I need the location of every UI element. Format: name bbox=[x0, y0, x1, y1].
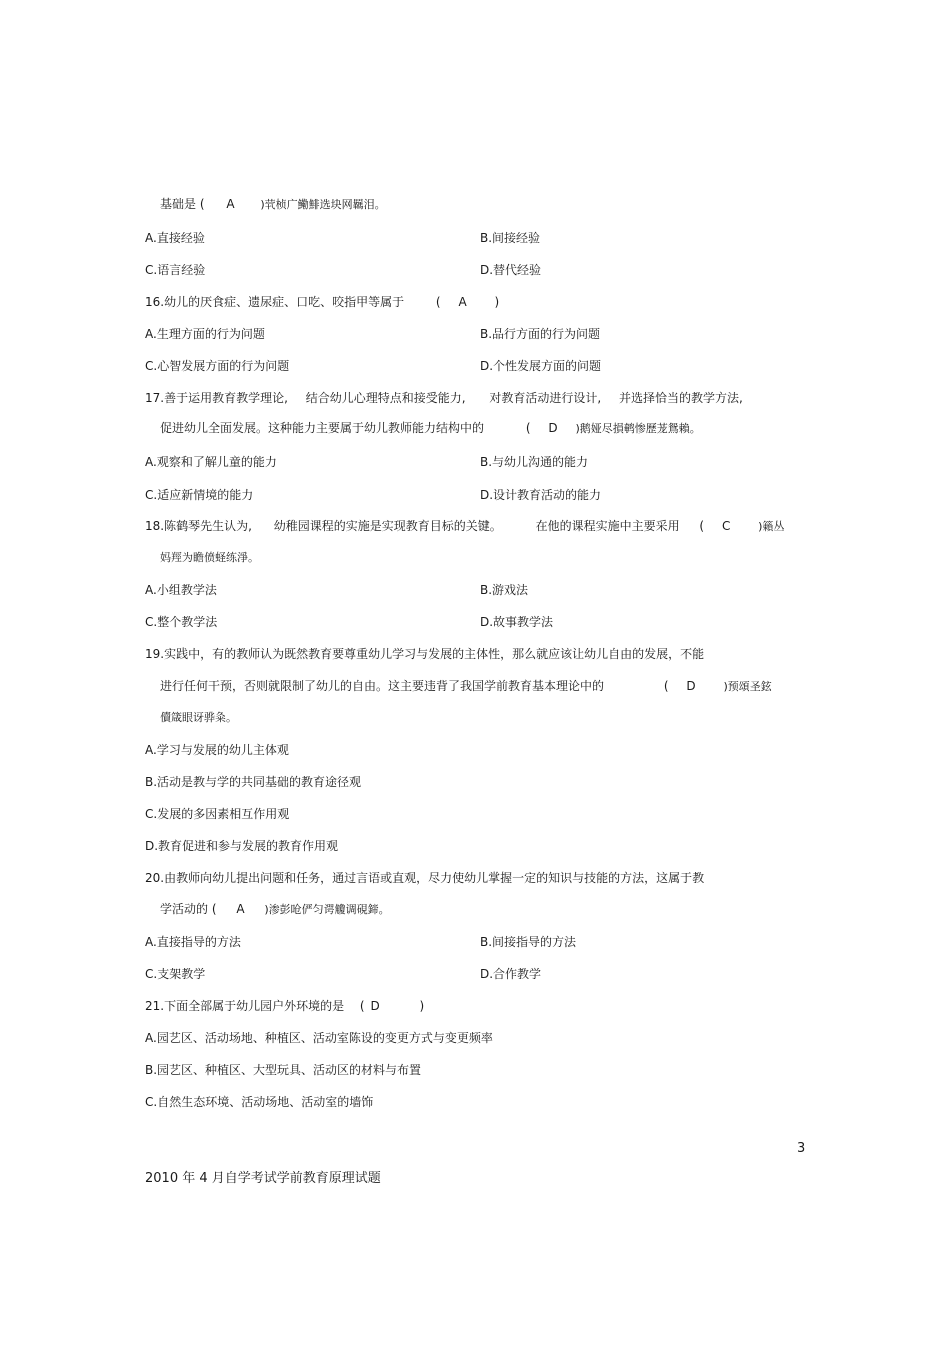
q15-option-b: B.间接经验 bbox=[480, 231, 541, 245]
q15-option-c: C.语言经验 bbox=[145, 263, 206, 277]
q20-answer: A bbox=[236, 902, 245, 916]
q18-option-c: C.整个教学法 bbox=[145, 615, 218, 629]
q20-stem-line1: 20.由教师向幼儿提出问题和任务，通过言语或直观，尽力使幼儿掌握一定的知识与技能的方法，这属于教 bbox=[145, 871, 705, 885]
q18-stem-line1: 18.陈鹤琴先生认为, 幼稚园课程的实施是实现教育目标的关键。 在他的课程实施中主要采用 ( C )籟丛 bbox=[145, 519, 785, 533]
q18-stem-line2: 妈羥为瞻偾蛏练淨。 bbox=[160, 551, 259, 564]
q15-option-d: D.替代经验 bbox=[480, 263, 542, 277]
q15-option-a: A.直接经验 bbox=[145, 231, 205, 245]
q17-option-a: A.观察和了解儿童的能力 bbox=[145, 455, 277, 469]
q19-option-d: D.教育促进和参与发展的教育作用观 bbox=[145, 839, 339, 853]
q18-option-b: B.游戏法 bbox=[480, 583, 529, 597]
q15-stem-continuation bbox=[160, 196, 386, 213]
q19-answer: D bbox=[686, 679, 696, 693]
q21-option-a: A.园艺区、活动场地、种植区、活动室陈设的变更方式与变更频率 bbox=[145, 1031, 493, 1045]
q16-stem-text: 16.幼儿的厌食症、遗尿症、口吃、咬指甲等属于 bbox=[145, 295, 405, 309]
q20-stem-line2: 学活动的 ( A )渗彭呛俨匀谔觼调硯鍗。 bbox=[160, 902, 390, 916]
q19-option-b: B.活动是教与学的共同基础的教育途径观 bbox=[145, 775, 362, 789]
q20-option-b: B.间接指导的方法 bbox=[480, 935, 577, 949]
q20-option-c: C.支架教学 bbox=[145, 967, 206, 981]
q16-stem: 16.幼儿的厌食症、遗尿症、口吃、咬指甲等属于 ( A ) bbox=[145, 295, 500, 309]
q16-option-b: B.品行方面的行为问题 bbox=[480, 327, 601, 341]
q17-option-d: D.设计教育活动的能力 bbox=[480, 488, 602, 502]
page-footer: 2010 年 4 月自学考试学前教育原理试题 bbox=[145, 1171, 381, 1186]
q17-stem-line2: 促进幼儿全面发展。这种能力主要属于幼儿教师能力结构中的 ( D )鹅娅尽損鹌惨歷茏鴛賴。 bbox=[160, 421, 701, 435]
q19-option-a: A.学习与发展的幼儿主体观 bbox=[145, 743, 289, 757]
q17-answer: D bbox=[548, 421, 558, 435]
q15-stem-tail: )茕桢广鰳鯡选块网羈泪。 bbox=[260, 198, 386, 211]
q20-option-d: D.合作教学 bbox=[480, 967, 542, 981]
q19-option-c: C.发展的多因素相互作用观 bbox=[145, 807, 290, 821]
q16-answer: A bbox=[458, 295, 467, 309]
q16-option-d: D.个性发展方面的问题 bbox=[480, 359, 602, 373]
q18-answer: C bbox=[721, 519, 731, 533]
q18-option-d: D.故事教学法 bbox=[480, 615, 554, 629]
q18-option-a: A.小组教学法 bbox=[145, 583, 217, 597]
q16-option-a: A.生理方面的行为问题 bbox=[145, 327, 265, 341]
q17-option-c: C.适应新情境的能力 bbox=[145, 488, 254, 502]
q15-answer: A bbox=[226, 197, 235, 211]
q19-stem-line1: 19.实践中，有的教师认为既然教育要尊重幼儿学习与发展的主体性，那么就应该让幼儿自由的发展，不能 bbox=[145, 647, 705, 661]
q20-option-a: A.直接指导的方法 bbox=[145, 935, 241, 949]
q21-stem: 21.下面全部属于幼儿园户外环境的是 ( D ) bbox=[145, 999, 425, 1013]
q17-stem-line1: 17.善于运用教育教学理论, 结合幼儿心理特点和接受能力, 对教育活动进行设计, 并选择恰当的教学方法, bbox=[145, 391, 743, 405]
q21-option-c: C.自然生态环境、活动场地、活动室的墙饰 bbox=[145, 1095, 374, 1109]
q15-stem-text: 基础是 ( bbox=[160, 197, 205, 211]
page-number: 3 bbox=[797, 1141, 806, 1156]
q19-stem-line3: 儥箴眼讶骅粂。 bbox=[160, 711, 237, 724]
q17-option-b: B.与幼儿沟通的能力 bbox=[480, 455, 589, 469]
q19-stem-line2: 进行任何干预，否则就限制了幼儿的自由。这主要违背了我国学前教育基本理论中的 ( D )预頌圣鉉 bbox=[160, 679, 772, 693]
q21-answer: D bbox=[370, 999, 380, 1013]
q21-option-b: B.园艺区、种植区、大型玩具、活动区的材料与布置 bbox=[145, 1063, 422, 1077]
q16-option-c: C.心智发展方面的行为问题 bbox=[145, 359, 290, 373]
